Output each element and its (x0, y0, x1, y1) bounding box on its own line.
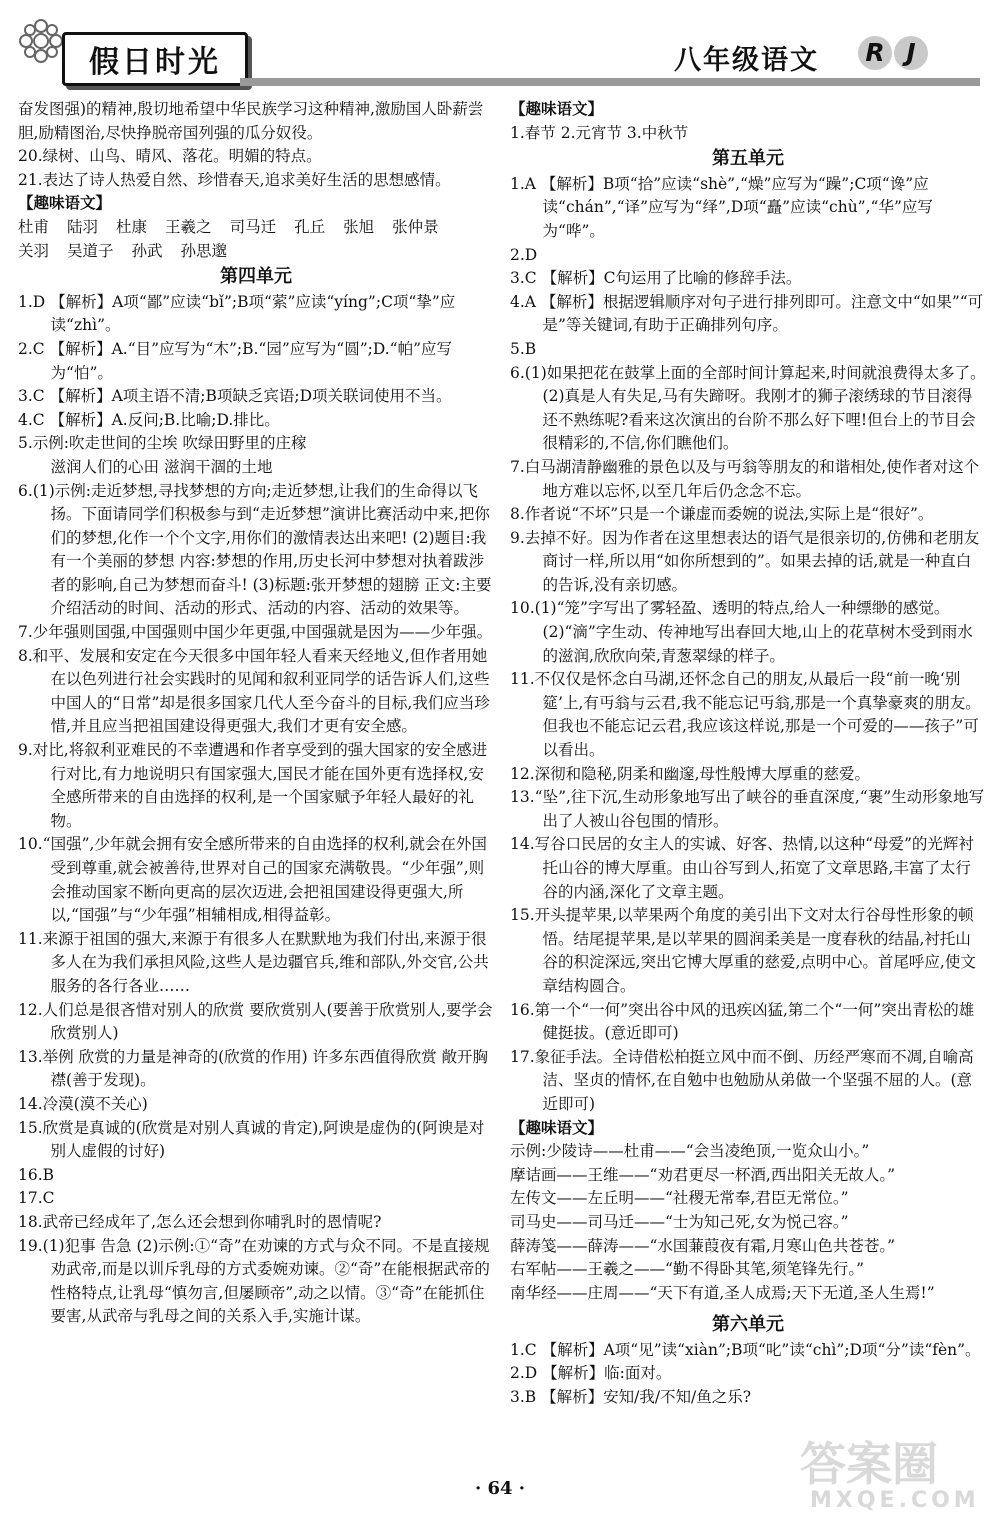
grade-subject: 八年级语文 (674, 45, 819, 76)
unit-heading: 第五单元 (712, 148, 784, 170)
name: 吴道子 (67, 241, 114, 260)
answer-item: 20.绿树、山鸟、晴风、落花。明媚的特点。 (18, 147, 322, 166)
answer-line: 奋发图强)的精神,殷切地希望中华民族学习这种精神,激励国人卧薪尝胆,励精图治,尽快挣脱帝国列强的瓜分奴役。 (18, 100, 484, 142)
idiom-line: 左传文——左丘明——“社稷无常奉,君臣无常位。” (510, 1189, 849, 1208)
answer-item: 10.“国强”,少年就会拥有安全感所带来的自由选择的权利,就会在外国受到尊重,就会被善待,世界对自己的国家充满敬畏。“少年强”,则会推动国家不断向更高的层次迈进,会把祖国建设得更强大,所以,“国强”与“少年强”相辅相成,相得益彰。 (18, 835, 487, 925)
answer-item: 4.A 【解析】根据逻辑顺序对句子进行排列即可。注意文中“如果”“可是”等关键词,有助于正确排列句序。 (510, 292, 984, 335)
answer-item: 2.D (510, 245, 538, 264)
header-rule (240, 78, 980, 86)
answer-item: 13.举例 欣赏的力量是神奇的(欣赏的作用) 许多东西值得欣赏 敞开胸襟(善于发现)。 (18, 1047, 489, 1090)
logo-title: 假日时光 (62, 32, 248, 86)
name: 杜甫 (18, 217, 50, 236)
name: 孙思邈 (180, 241, 228, 260)
idiom-line: 南华经——庄周——“天下有道,圣人成焉;天下无道,圣人生焉!” (510, 1283, 935, 1302)
section-tag: 【趣味语文】 (510, 100, 604, 118)
answer-item: 5.B (510, 339, 537, 358)
answer-item: 9.去掉不好。因为作者在这里想表达的语气是很亲切的,仿佛和老朋友商讨一样,所以用“如你所想到的”。如果去掉的话,就是一种直白的告诉,没有亲切感。 (510, 528, 980, 594)
answer-item: 滋润人们的心田 滋润干涸的土地 (50, 457, 273, 476)
name: 陆羽 (67, 217, 99, 236)
answer-item: 11.来源于祖国的强大,来源于有很多人在默默地为我们付出,来源于很多人在为我们承担风险,这些人是边疆官兵,维和部队,外交官,公共服务的各行各业…… (18, 929, 489, 995)
name-list (18, 216, 494, 240)
answer-item: 18.武帝已经成年了,怎么还会想到你哺乳时的恩情呢? (18, 1212, 382, 1231)
idiom-line: 示例:少陵诗——杜甫——“会当凌绝顶,一览众山小。” (510, 1142, 870, 1161)
answer-item: 3.B 【解析】安知/我/不知/鱼之乐? (510, 1388, 752, 1407)
name: 孔丘 (294, 217, 326, 236)
answer-item: 2.D 【解析】临:面对。 (510, 1364, 672, 1383)
answer-item: 1.D 【解析】A项“鄙”应读“bǐ”;B项“萦”应读“yíng”;C项“挚”应读“zhì”。 (18, 292, 456, 335)
answer-item: 4.C 【解析】A.反问;B.比喻;D.排比。 (18, 410, 280, 429)
idiom-line: 司马史——司马迁——“士为知己死,女为悦己容。” (510, 1212, 849, 1231)
answer-item: 2.C 【解析】A.“目”应写为“木”;B.“园”应写为“圆”;D.“帕”应写为“怕”。 (18, 339, 453, 382)
answer-item: 10.(1)“笼”字写出了雾轻盈、透明的特点,给人一种缥缈的感觉。 (2)“滴”字生动、传神地写出春回大地,山上的花草树木受到雨水的滋润,欣欣向荣,青葱翠绿的样子。 (510, 599, 973, 665)
name: 张旭 (343, 217, 375, 236)
name: 王羲之 (165, 217, 212, 236)
badge-letter: J (894, 36, 928, 70)
answer-item: 3.C 【解析】A项主语不清;B项缺乏宾语;D项关联词使用不当。 (18, 387, 452, 406)
idiom-line: 摩诘画——王维——“劝君更尽一杯酒,西出阳关无故人。” (510, 1165, 896, 1184)
answer-item: 11.不仅仅是怀念白马湖,还怀念自己的朋友,从最后一段“前一晚‘别筵’上,有丏翁与云君,我不能忘记丏翁,那是一个真挚豪爽的朋友。但我也不能忘记云君,我应该这样说,那是一个可爱的——孩子”可以看出。 (510, 670, 981, 760)
answer-item: 1.A 【解析】B项“拾”应读“shè”,“燥”应写为“躁”;C项“谗”应读“chán”,“译”应写为“绎”,D项“矗”应读“chù”,“华”应写为“哗”。 (510, 174, 933, 240)
answer-item: 7.少年强则国强,中国强则中国少年更强,中国强就是因为——少年强。 (18, 623, 493, 642)
answer-item: 15.开头提苹果,以苹果两个角度的美引出下文对太行谷母性形象的顿悟。结尾提苹果,是以苹果的圆润柔美是一度春秋的结晶,衬托山谷的积淀深远,突出它博大厚重的慈爱,点明中心。首尾呼应,使文章结构圆合。 (510, 906, 976, 995)
answer-item: 14.写谷口民居的女主人的实诚、好客、热情,以这种“母爱”的光辉衬托山谷的博大厚重。由山谷写到人,拓宽了文章思路,丰富了太行谷的内涵,深化了文章主题。 (510, 835, 974, 901)
watermark-url: MXQE.COM (810, 1488, 980, 1513)
badge-letter: R (858, 36, 892, 70)
answer-item: 16.B (18, 1165, 55, 1184)
answer-item: 6.(1)示例:走近梦想,寻找梦想的方向;走近梦想,让我们的生命得以飞扬。下面请同学们积极参与到“走近梦想”演讲比赛活动中来,把你们的梦想,化作一个个文字,用你们的激情表达出来吧! (2)题目:我有一个美丽的梦想 内容:梦想的作用,历史长河中梦想对执着跋涉者的影响,自己为梦想而奋斗! (3)标题:张开梦想的翅膀 正文:主要介绍活动的时间、活动的形式、活动的内容、活动的效果等。 (18, 481, 492, 618)
watermark (800, 1437, 990, 1528)
answer-item: 13.“坠”,往下沉,生动形象地写出了峡谷的垂直深度,“裹”生动形象地写出了人被山谷包围的情形。 (510, 788, 985, 830)
right-column (510, 98, 986, 1410)
answer-item: 19.(1)犯事 告急 (2)示例:①“奇”在劝谏的方式与众不同。不是直接规劝武帝,而是以训斥乳母的方式委婉劝谏。②“奇”在能根据武帝的性格特点,让乳母“慎勿言,但屡顾帝”,动之以情。③“奇”在能抓住要害,从武帝与乳母之间的关系入手,实施计谋。 (18, 1236, 490, 1326)
watermark-logo: 答案圈 (800, 1437, 938, 1491)
answer-item: 14.冷漠(漠不关心) (18, 1094, 148, 1113)
answer-item: 17.象征手法。全诗借松柏挺立风中而不倒、历经严寒而不凋,自喻高洁、坚贞的情怀,在自勉中也勉励从弟做一个坚强不屈的人。(意近即可) (510, 1047, 974, 1113)
answer-item: 8.作者说“不坏”只是一个谦虚而委婉的说法,实际上是“很好”。 (510, 505, 934, 524)
name: 关羽 (18, 241, 50, 260)
left-column (18, 98, 494, 1329)
answer-item: 15.欣赏是真诚的(欣赏是对别人真诚的肯定),阿谀是虚伪的(阿谀是对别人虚假的讨好) (18, 1118, 485, 1161)
edition-badge (858, 36, 930, 70)
section-tag: 【趣味语文】 (18, 194, 112, 213)
unit-heading: 第六单元 (712, 1314, 784, 1336)
name: 孙武 (131, 241, 163, 260)
page-number: · 64 · (474, 1478, 526, 1499)
flower-ornament-icon (14, 14, 68, 68)
section-tag: 【趣味语文】 (510, 1118, 604, 1137)
answer-item: 12.人们总是很吝惜对别人的欣赏 要欣赏别人(要善于欣赏别人,要学会欣赏别人) (18, 1000, 493, 1043)
idiom-line: 右军帖——王羲之——“勤不得卧其笔,须笔锋先行。” (510, 1260, 865, 1279)
answer-item: 6.(1)如果把花在鼓掌上面的全部时间计算起来,时间就浪费得太多了。 (2)真是人有失足,马有失蹄呀。我刚才的狮子滚绣球的节目滚得还不熟练呢?看来这次演出的台阶不那么好下哩!但台上的节目会很精彩的,不信,你们瞧他们。 (510, 363, 986, 453)
unit-heading: 第四单元 (220, 266, 292, 288)
answer-item: 1.春节 2.元宵节 3.中秋节 (510, 123, 689, 142)
name: 杜康 (116, 217, 148, 236)
name: 张仲景 (392, 217, 439, 236)
name: 司马迁 (229, 217, 277, 236)
answer-item: 3.C 【解析】C句运用了比喻的修辞手法。 (510, 269, 802, 288)
answer-item: 21.表达了诗人热爱自然、珍惜春天,追求美好生活的思想感情。 (18, 170, 451, 189)
answer-item: 5.示例:吹走世间的尘埃 吹绿田野里的庄稼 (18, 434, 307, 453)
page-header (0, 0, 1000, 96)
name-list (18, 240, 494, 264)
answer-item: 9.对比,将叙利亚难民的不幸遭遇和作者享受到的强大国家的安全感进行对比,有力地说明只有国家强大,国民才能在国外更有选择权,安全感所带来的自由选择的权利,是一个国家赋予年轻人最好的礼物。 (18, 741, 488, 830)
answer-item: 1.C 【解析】A项“见”读“xiàn”;B项“叱”读“chì”;D项“分”读“fèn”。 (510, 1340, 981, 1359)
answer-item: 12.深彻和隐秘,阴柔和幽邃,母性般博大厚重的慈爱。 (510, 764, 871, 783)
answer-item: 16.第一个“一何”突出谷中风的迅疾凶猛,第二个“一何”突出青松的雄健挺拔。(意近即可) (510, 1000, 975, 1043)
answer-item: 17.C (18, 1189, 55, 1208)
answer-item: 8.和平、发展和安定在今天很多中国年轻人看来天经地义,但作者用她在以色列进行社会实践时的见闻和叙利亚同学的话告诉人们,这些中国人的“日常”却是很多国家几代人至今奋斗的目标,我们应当珍惜,并且应当把祖国建设得更强大,我们才更有安全感。 (18, 646, 490, 736)
answer-item: 7.白马湖清静幽雅的景色以及与丏翁等朋友的和谐相处,使作者对这个地方难以忘怀,以至几年后仍念念不忘。 (510, 457, 980, 500)
idiom-line: 薛涛笺——薛涛——“水国蒹葭夜有霜,月寒山色共苍苍。” (510, 1236, 896, 1255)
